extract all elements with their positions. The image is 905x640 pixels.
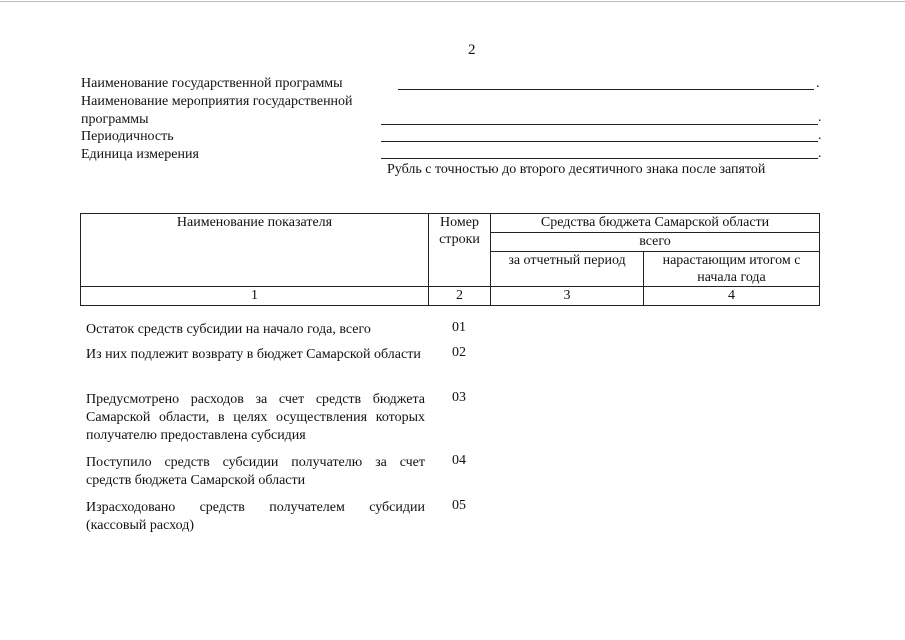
program-name-end-mark: . xyxy=(816,76,820,91)
header-indicator-name: Наименование показателя xyxy=(81,214,429,287)
row-01-number: 01 xyxy=(452,320,466,335)
column-number-4: 4 xyxy=(644,287,820,306)
indicator-table-header xyxy=(80,213,820,306)
unit-value: Рубль с точностью до второго десятичного знака после запятой xyxy=(387,162,766,177)
event-name-label-line2: программы xyxy=(81,112,149,127)
row-02-text: Из них подлежит возврату в бюджет Самарской области xyxy=(86,347,421,362)
header-row-number: Номер строки xyxy=(429,214,491,287)
column-number-1: 1 xyxy=(81,287,429,306)
periodicity-end-mark: . xyxy=(818,128,822,143)
unit-field xyxy=(381,158,818,159)
unit-label: Единица измерения xyxy=(81,147,199,162)
event-name-end-mark: . xyxy=(818,110,822,125)
unit-end-mark: . xyxy=(818,146,822,161)
row-05-text: Израсходовано средств получателем субсидии (кассовый расход) xyxy=(86,500,425,533)
periodicity-field xyxy=(381,141,818,142)
event-name-label-line1: Наименование мероприятия государственной xyxy=(81,94,353,109)
row-03-number: 03 xyxy=(452,390,466,405)
header-reporting-period: за отчетный период xyxy=(491,252,644,287)
row-01-text: Остаток средств субсидии на начало года, всего xyxy=(86,322,371,337)
header-budget-funds: Средства бюджета Самарской области xyxy=(491,214,820,233)
scan-edge-line xyxy=(0,1,905,2)
periodicity-label: Периодичность xyxy=(81,129,174,144)
header-total: всего xyxy=(491,233,820,252)
header-cumulative: нарастающим итогом с начала года xyxy=(644,252,820,287)
page-number: 2 xyxy=(468,42,476,58)
column-number-3: 3 xyxy=(491,287,644,306)
row-05-number: 05 xyxy=(452,498,466,513)
row-04-number: 04 xyxy=(452,453,466,468)
program-name-field xyxy=(398,89,814,90)
row-02-number: 02 xyxy=(452,345,466,360)
column-number-2: 2 xyxy=(429,287,491,306)
row-04-text: Поступило средств субсидии получателю за счет средств бюджета Самарской области xyxy=(86,455,425,488)
row-03-text: Предусмотрено расходов за счет средств бюджета Самарской области, в целях осуществления которых получателю предоставлена субсидия xyxy=(86,392,425,443)
program-name-label: Наименование государственной программы xyxy=(81,76,343,91)
event-name-field xyxy=(381,124,818,125)
